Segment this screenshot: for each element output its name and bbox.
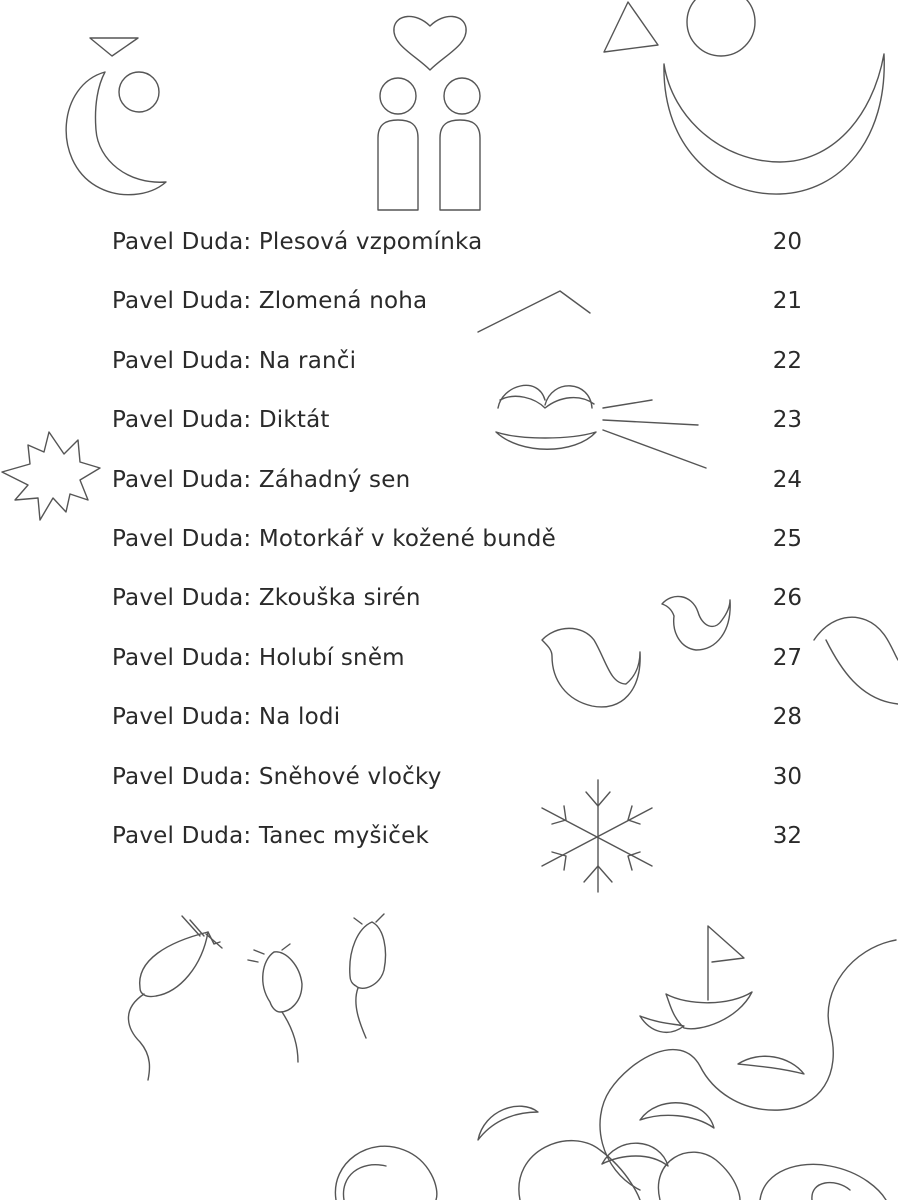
toc-entry[interactable] — [112, 638, 802, 697]
page-number: 26 — [772, 585, 802, 612]
page-number: 25 — [772, 525, 802, 552]
entry-title: Pavel Duda: Zlomená noha — [112, 288, 428, 315]
page-number: 27 — [772, 644, 802, 671]
page-number: 32 — [772, 822, 802, 849]
couple-heart-icon — [378, 16, 480, 210]
toc-entry[interactable] — [112, 578, 802, 637]
entry-title: Pavel Duda: Na ranči — [112, 347, 357, 374]
sailboat-icon — [640, 926, 804, 1074]
page-number: 20 — [772, 229, 802, 255]
entry-title: Pavel Duda: Zkouška sirén — [112, 585, 421, 612]
entry-title: Pavel Duda: Sněhové vločky — [112, 763, 442, 790]
star-icon — [2, 432, 100, 520]
toc-entry[interactable] — [112, 816, 802, 875]
toc-entry[interactable] — [112, 341, 802, 400]
toc-entry[interactable] — [112, 519, 802, 578]
toc-entry[interactable] — [112, 400, 802, 459]
page-number: 28 — [772, 704, 802, 731]
page-number: 23 — [772, 407, 802, 434]
page-number: 24 — [772, 466, 802, 493]
entry-title: Pavel Duda: Diktát — [112, 407, 330, 434]
entry-title: Pavel Duda: Záhadný sen — [112, 466, 411, 493]
toc-entry[interactable] — [112, 460, 802, 519]
wave-swirl-icon — [335, 940, 896, 1200]
moon-ring-icon — [66, 38, 166, 195]
toc-entry[interactable] — [112, 222, 802, 281]
toc-entry[interactable] — [112, 757, 802, 816]
entry-title: Pavel Duda: Holubí sněm — [112, 644, 405, 671]
page-number: 21 — [772, 288, 802, 315]
page-number: 22 — [772, 347, 802, 374]
table-of-contents — [112, 222, 802, 875]
moon-ball-icon — [604, 0, 884, 194]
toc-entry[interactable] — [112, 697, 802, 756]
entry-title: Pavel Duda: Tanec myšiček — [112, 822, 429, 849]
entry-title: Pavel Duda: Na lodi — [112, 704, 341, 731]
mouse-icon — [128, 914, 385, 1080]
toc-entry[interactable] — [112, 281, 802, 340]
entry-title: Pavel Duda: Motorkář v kožené bundě — [112, 525, 556, 552]
entry-title: Pavel Duda: Plesová vzpomínka — [112, 229, 483, 255]
page-number: 30 — [772, 763, 802, 790]
